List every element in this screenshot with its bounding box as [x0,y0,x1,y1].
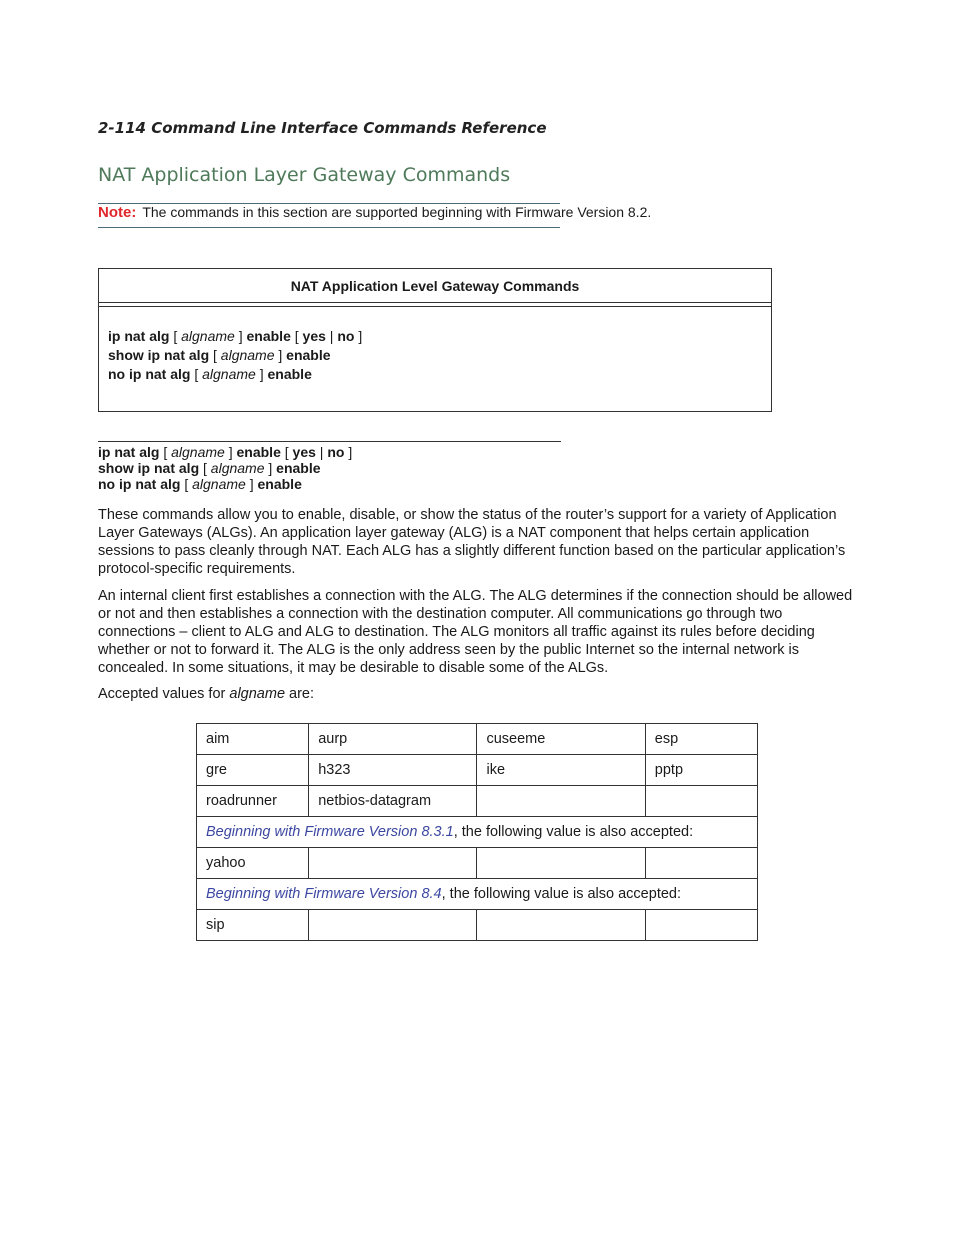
table-cell [645,910,757,941]
syntax-rule [98,441,561,442]
table-note-row [197,879,758,910]
syntax-line-no-ip-nat-alg: no ip nat alg [ algname ] enable [98,476,302,492]
command-syntax [98,444,352,492]
table-cell: ike [477,755,645,786]
table-row [197,755,758,786]
command-line-show-ip-nat-alg: show ip nat alg [ algname ] enable [108,347,331,363]
section-title: NAT Application Layer Gateway Commands [98,164,511,186]
table-row [197,848,758,879]
firmware-8-3-1-link[interactable]: Beginning with Firmware Version 8.3.1 [206,824,454,840]
accepted-values-intro: Accepted values for algname are: [98,686,315,702]
table-cell: aurp [309,724,477,755]
command-box-title: NAT Application Level Gateway Commands [99,269,771,303]
table-cell: pptp [645,755,757,786]
table-note-row [197,817,758,848]
command-line-ip-nat-alg: ip nat alg [ algname ] enable [ yes | no ] [108,328,363,344]
table-cell [645,786,757,817]
table-cell [309,848,477,879]
table-row [197,786,758,817]
syntax-line-show-ip-nat-alg: show ip nat alg [ algname ] enable [98,460,321,476]
note-label: Note: [98,204,137,221]
table-row [197,910,758,941]
firmware-note-cell: Beginning with Firmware Version 8.4, the following value is also accepted: [197,879,758,910]
table-cell [645,848,757,879]
command-summary-box [98,268,772,412]
table-cell: yahoo [197,848,309,879]
table-cell [477,786,645,817]
command-box-body [99,307,771,384]
accepted-values-table [196,723,758,941]
note-bottom-rule [98,227,560,228]
table-row [197,724,758,755]
table-cell: h323 [309,755,477,786]
syntax-line-ip-nat-alg: ip nat alg [ algname ] enable [ yes | no ] [98,444,353,460]
table-cell: sip [197,910,309,941]
table-cell: aim [197,724,309,755]
note-text: The commands in this section are supported beginning with Firmware Version 8.2. [142,204,652,220]
note [98,204,651,221]
alg-explanation-paragraph: An internal client first establishes a connection with the ALG. The ALG determines if the connection should be allowed or not and then establishes a connection with the destination computer. All communications go through two connections – client to ALG and ALG to destination. The ALG monitors all traffic against its rules before deciding whether or not to forward it. The ALG is the only address seen by the public Internet so the internal network is concealed. In some situations, it may be desirable to disable some of the ALGs. [98,588,853,676]
table-cell: gre [197,755,309,786]
table-cell: cuseeme [477,724,645,755]
table-cell: roadrunner [197,786,309,817]
firmware-note-cell: Beginning with Firmware Version 8.3.1, the following value is also accepted: [197,817,758,848]
table-cell: esp [645,724,757,755]
table-cell [477,910,645,941]
description-paragraph: These commands allow you to enable, disable, or show the status of the router’s support for a variety of Application Layer Gateways (ALGs). An application layer gateway (ALG) is a NAT component that helps certain application sessions to pass cleanly through NAT. Each ALG has a slightly different function based on the particular application’s protocol-specific requirements. [98,507,846,577]
command-line-no-ip-nat-alg: no ip nat alg [ algname ] enable [108,366,312,382]
running-header: 2-114 Command Line Interface Commands Reference [98,119,547,137]
firmware-8-4-link[interactable]: Beginning with Firmware Version 8.4 [206,886,442,902]
table-cell: netbios-datagram [309,786,477,817]
table-cell [309,910,477,941]
table-cell [477,848,645,879]
